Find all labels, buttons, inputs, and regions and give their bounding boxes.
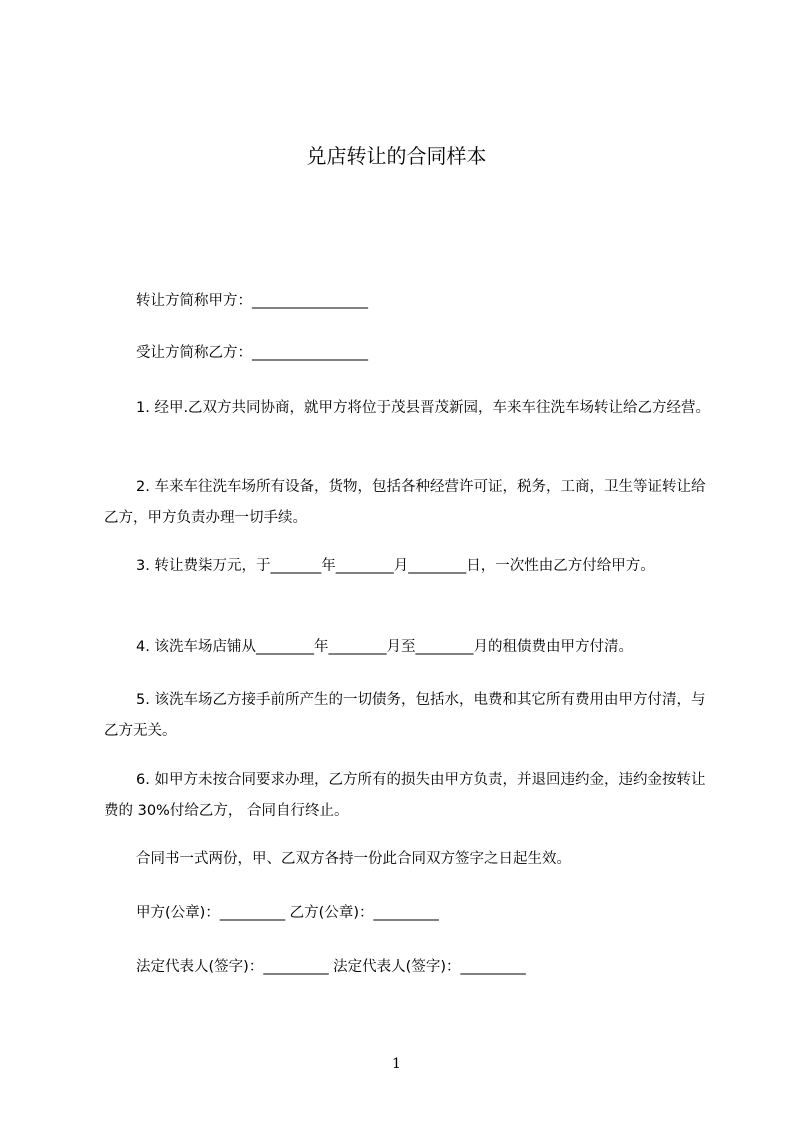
seal-line: 甲方(公章)：_________ 乙方(公章)：_________ [136, 905, 439, 921]
clause-4: 4. 该洗车场店铺从________年________月至________月的租债费由甲方付清。 [136, 639, 633, 655]
party-b-line: 受让方简称乙方：________________ [136, 345, 368, 361]
effect-line: 合同书一式两份，甲、乙双方各持一份此合同双方签字之日起生效。 [136, 851, 571, 867]
clause-3: 3. 转让费柒万元，于_______年________月________日，一次性由乙方付给甲方。 [136, 558, 655, 574]
clause-2: 2. 车来车往洗车场所有设备，货物，包括各种经营许可证，税务，工商，卫生等证转让给乙方，甲方负责办理一切手续。 [104, 479, 706, 526]
clause-6: 6. 如甲方未按合同要求办理，乙方所有的损失由甲方负责，并退回违约金，违约金按转让费的 30%付给乙方， 合同自行终止。 [104, 772, 706, 819]
clause-1: 1. 经甲.乙双方共同协商，就甲方将位于茂县晋茂新园，车来车往洗车场转让给乙方经营。 [136, 400, 711, 416]
clause-5: 5. 该洗车场乙方接手前所产生的一切债务，包括水，电费和其它所有费用由甲方付清，与乙方无关。 [104, 692, 706, 739]
page-number: 1 [392, 1056, 401, 1072]
document-title: 兑店转让的合同样本 [306, 144, 487, 168]
party-a-line: 转让方简称甲方：________________ [136, 293, 368, 309]
signature-line: 法定代表人(签字)：_________ 法定代表人(签字)：_________ [136, 959, 526, 975]
